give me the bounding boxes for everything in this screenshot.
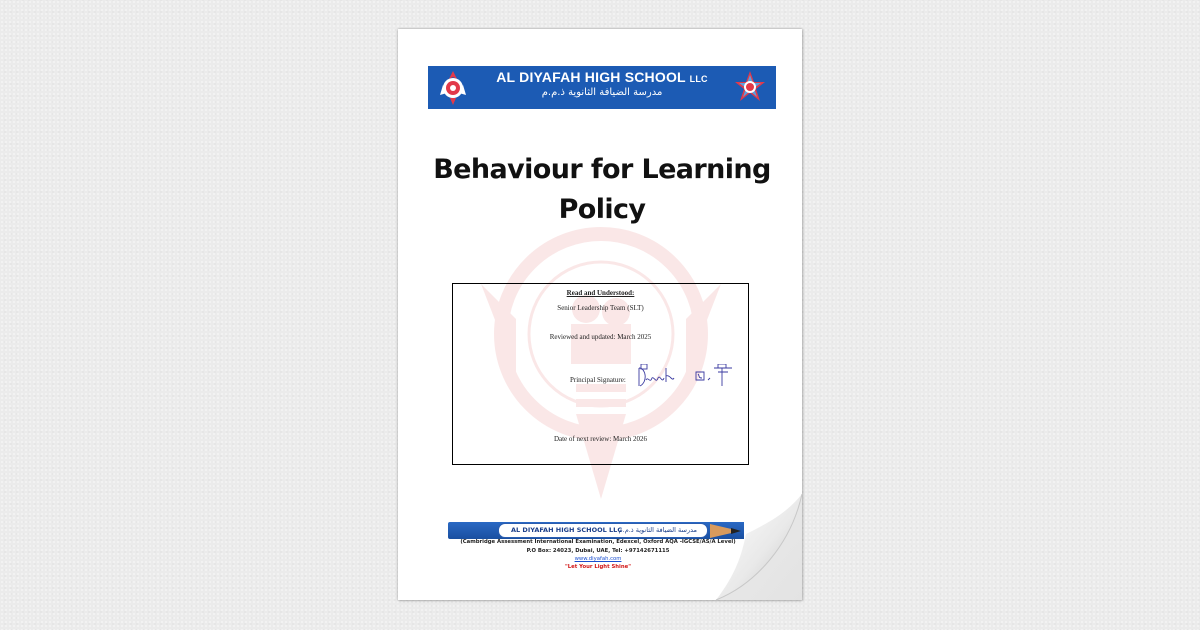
signature-box — [452, 283, 749, 465]
school-name-english: AL DIYAFAH HIGH SCHOOL LLC — [496, 69, 708, 85]
read-understood-heading: Read and Understood: — [566, 289, 635, 297]
footer-school-label — [498, 523, 708, 538]
next-review-date: Date of next review: March 2026 — [553, 435, 648, 443]
footer-address: P.O Box: 24023, Dubai, UAE, Tel: +97142671115 — [526, 548, 670, 554]
footer-motto: "Let Your Light Shine" — [565, 564, 631, 570]
document-title — [428, 150, 776, 230]
title-line-2: Policy — [558, 194, 646, 225]
principal-signature-label: Principal Signature: — [570, 376, 626, 384]
footer-curriculum: (Cambridge Assessment International Examination, Edexcel, Oxford AQA -IGCSE/AS/A Level) — [460, 539, 736, 545]
anniversary-star-icon — [733, 70, 767, 104]
footer-school-name-arabic: مدرسة الضيافة الثانوية ذ.م.م — [618, 526, 697, 534]
school-name-arabic: مدرسة الضيافة الثانوية ذ.م.م — [541, 87, 663, 98]
reviewed-date: Reviewed and updated: March 2025 — [549, 333, 652, 341]
document-page — [398, 29, 802, 600]
page-curl-corner — [696, 474, 802, 600]
school-header-banner — [428, 66, 776, 109]
handwritten-signature — [636, 364, 736, 390]
footer-school-name-english: AL DIYAFAH HIGH SCHOOL LLC — [511, 526, 623, 534]
title-line-1: Behaviour for Learning — [433, 154, 771, 185]
footer-website-link[interactable]: www.diyafah.com — [574, 556, 622, 562]
team-label: Senior Leadership Team (SLT) — [557, 304, 644, 312]
